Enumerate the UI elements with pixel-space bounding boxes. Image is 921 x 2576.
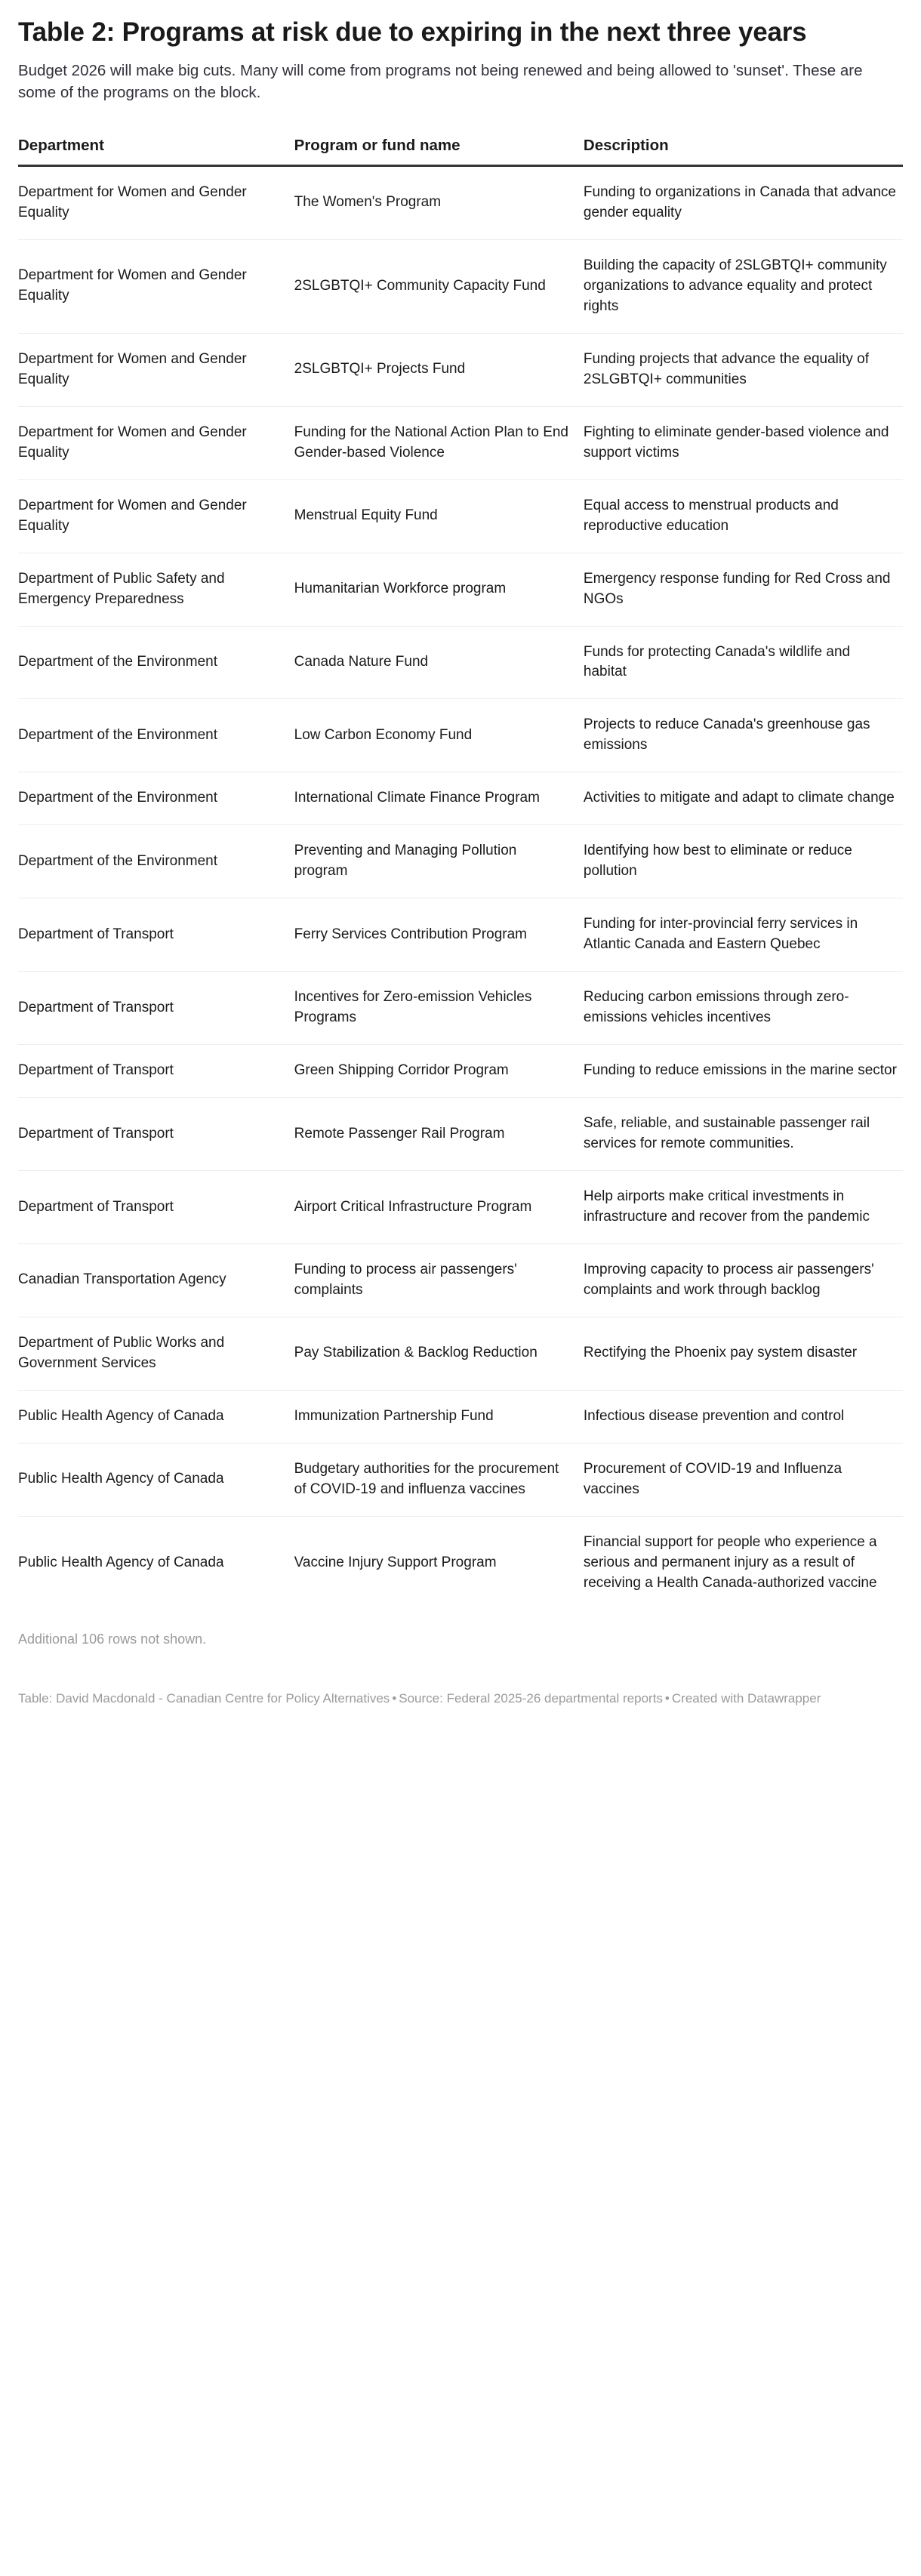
column-header-description[interactable]: Description xyxy=(584,137,903,166)
cell-department: Department of Transport xyxy=(18,898,294,972)
table-row xyxy=(18,972,903,1045)
cell-description: Funding projects that advance the equality of 2SLGBTQI+ communities xyxy=(584,333,903,406)
cell-department: Department of the Environment xyxy=(18,626,294,699)
cell-program: Incentives for Zero-emission Vehicles Programs xyxy=(294,972,584,1045)
cell-department: Department of Transport xyxy=(18,1171,294,1244)
cell-department: Department of the Environment xyxy=(18,825,294,898)
cell-description: Identifying how best to eliminate or reduce pollution xyxy=(584,825,903,898)
table-row xyxy=(18,1317,903,1390)
cell-program: The Women's Program xyxy=(294,165,584,239)
cell-program: Airport Critical Infrastructure Program xyxy=(294,1171,584,1244)
cell-department: Department of Transport xyxy=(18,1045,294,1098)
table-row xyxy=(18,898,903,972)
footer-source: Source: Federal 2025-26 departmental reports xyxy=(399,1690,663,1706)
table-header-row xyxy=(18,137,903,166)
cell-program: Funding for the National Action Plan to End Gender-based Violence xyxy=(294,406,584,479)
footer-table-credit: Table: David Macdonald - Canadian Centre for Policy Alternatives xyxy=(18,1690,390,1706)
cell-description: Rectifying the Phoenix pay system disaster xyxy=(584,1317,903,1390)
cell-program: Pay Stabilization & Backlog Reduction xyxy=(294,1317,584,1390)
cell-department: Public Health Agency of Canada xyxy=(18,1443,294,1516)
cell-department: Canadian Transportation Agency xyxy=(18,1244,294,1317)
cell-program: Green Shipping Corridor Program xyxy=(294,1045,584,1098)
table-row xyxy=(18,1443,903,1516)
table-row xyxy=(18,1171,903,1244)
cell-department: Department of the Environment xyxy=(18,699,294,772)
cell-description: Safe, reliable, and sustainable passenger rail services for remote communities. xyxy=(584,1098,903,1171)
table-row xyxy=(18,1516,903,1609)
footer-created-with[interactable]: Created with Datawrapper xyxy=(671,1690,821,1706)
cell-department: Department of Public Safety and Emergency Preparedness xyxy=(18,553,294,626)
cell-description: Funding to reduce emissions in the marine sector xyxy=(584,1045,903,1098)
cell-program: Humanitarian Workforce program xyxy=(294,553,584,626)
cell-program: 2SLGBTQI+ Projects Fund xyxy=(294,333,584,406)
cell-department: Department for Women and Gender Equality xyxy=(18,479,294,553)
cell-department: Department for Women and Gender Equality xyxy=(18,239,294,333)
table-row xyxy=(18,165,903,239)
table-body xyxy=(18,165,903,1609)
table-row xyxy=(18,406,903,479)
table-row xyxy=(18,1244,903,1317)
cell-program: Budgetary authorities for the procurement of COVID-19 and influenza vaccines xyxy=(294,1443,584,1516)
cell-description: Fighting to eliminate gender-based violence and support victims xyxy=(584,406,903,479)
cell-department: Public Health Agency of Canada xyxy=(18,1554,224,1570)
cell-program: Canada Nature Fund xyxy=(294,626,584,699)
cell-department: Department of the Environment xyxy=(18,772,294,825)
table-row xyxy=(18,699,903,772)
cell-description: Infectious disease prevention and control xyxy=(584,1390,903,1443)
cell-description: Procurement of COVID-19 and Influenza vaccines xyxy=(584,1443,903,1516)
cell-description: Reducing carbon emissions through zero-emissions vehicles incentives xyxy=(584,972,903,1045)
table-header xyxy=(18,137,903,166)
table-row xyxy=(18,1098,903,1171)
table-row xyxy=(18,626,903,699)
additional-rows-note: Additional 106 rows not shown. xyxy=(18,1631,207,1647)
chart-subtitle: Budget 2026 will make big cuts. Many will come from programs not being renewed and being allowed to 'sunset'. These are some of the programs on the block. xyxy=(18,61,863,101)
cell-description: Building the capacity of 2SLGBTQI+ community organizations to advance equality and protect rights xyxy=(584,239,903,333)
cell-department: Department of Transport xyxy=(18,972,294,1045)
cell-program: 2SLGBTQI+ Community Capacity Fund xyxy=(294,239,584,333)
cell-description: Activities to mitigate and adapt to climate change xyxy=(584,772,903,825)
cell-program: Remote Passenger Rail Program xyxy=(294,1098,584,1171)
cell-description: Projects to reduce Canada's greenhouse gas emissions xyxy=(584,699,903,772)
footer-separator-1: • xyxy=(392,1690,397,1706)
table-row xyxy=(18,1045,903,1098)
table-row xyxy=(18,1390,903,1443)
cell-program: Preventing and Managing Pollution program xyxy=(294,825,584,898)
cell-description: Help airports make critical investments in infrastructure and recover from the pandemic xyxy=(584,1171,903,1244)
page-title: Table 2: Programs at risk due to expiring in the next three years xyxy=(18,17,807,47)
cell-department: Department for Women and Gender Equality xyxy=(18,333,294,406)
column-header-department[interactable]: Department xyxy=(18,137,294,166)
chart-footer xyxy=(18,1666,903,1725)
table-row xyxy=(18,553,903,626)
table-row xyxy=(18,333,903,406)
cell-program: Funding to process air passengers' complaints xyxy=(294,1244,584,1317)
cell-program: International Climate Finance Program xyxy=(294,772,584,825)
cell-department: Public Health Agency of Canada xyxy=(18,1390,294,1443)
cell-program: Ferry Services Contribution Program xyxy=(294,898,584,972)
table-row xyxy=(18,825,903,898)
footer-separator-2: • xyxy=(664,1690,670,1706)
cell-description: Equal access to menstrual products and reproductive education xyxy=(584,479,903,553)
table-row xyxy=(18,479,903,553)
cell-description: Improving capacity to process air passengers' complaints and work through backlog xyxy=(584,1244,903,1317)
cell-department: Department of Transport xyxy=(18,1098,294,1171)
cell-program: Immunization Partnership Fund xyxy=(294,1390,584,1443)
cell-description: Funding for inter-provincial ferry services in Atlantic Canada and Eastern Quebec xyxy=(584,898,903,972)
cell-description: Financial support for people who experience a serious and permanent injury as a result of receiving a Health Canada-authorized vaccine xyxy=(583,1533,877,1591)
cell-program: Menstrual Equity Fund xyxy=(294,479,584,553)
cell-program: Vaccine Injury Support Program xyxy=(294,1554,497,1570)
cell-department: Department of Public Works and Government Services xyxy=(18,1317,294,1390)
table-row xyxy=(18,772,903,825)
cell-department: Department for Women and Gender Equality xyxy=(18,406,294,479)
cell-program: Low Carbon Economy Fund xyxy=(294,699,584,772)
cell-description: Funds for protecting Canada's wildlife and habitat xyxy=(584,626,903,699)
cell-department: Department for Women and Gender Equality xyxy=(18,165,294,239)
cell-description: Funding to organizations in Canada that advance gender equality xyxy=(584,165,903,239)
column-header-program[interactable]: Program or fund name xyxy=(294,137,584,166)
cell-description: Emergency response funding for Red Cross and NGOs xyxy=(584,553,903,626)
table-row xyxy=(18,239,903,333)
programs-table xyxy=(18,137,903,1610)
